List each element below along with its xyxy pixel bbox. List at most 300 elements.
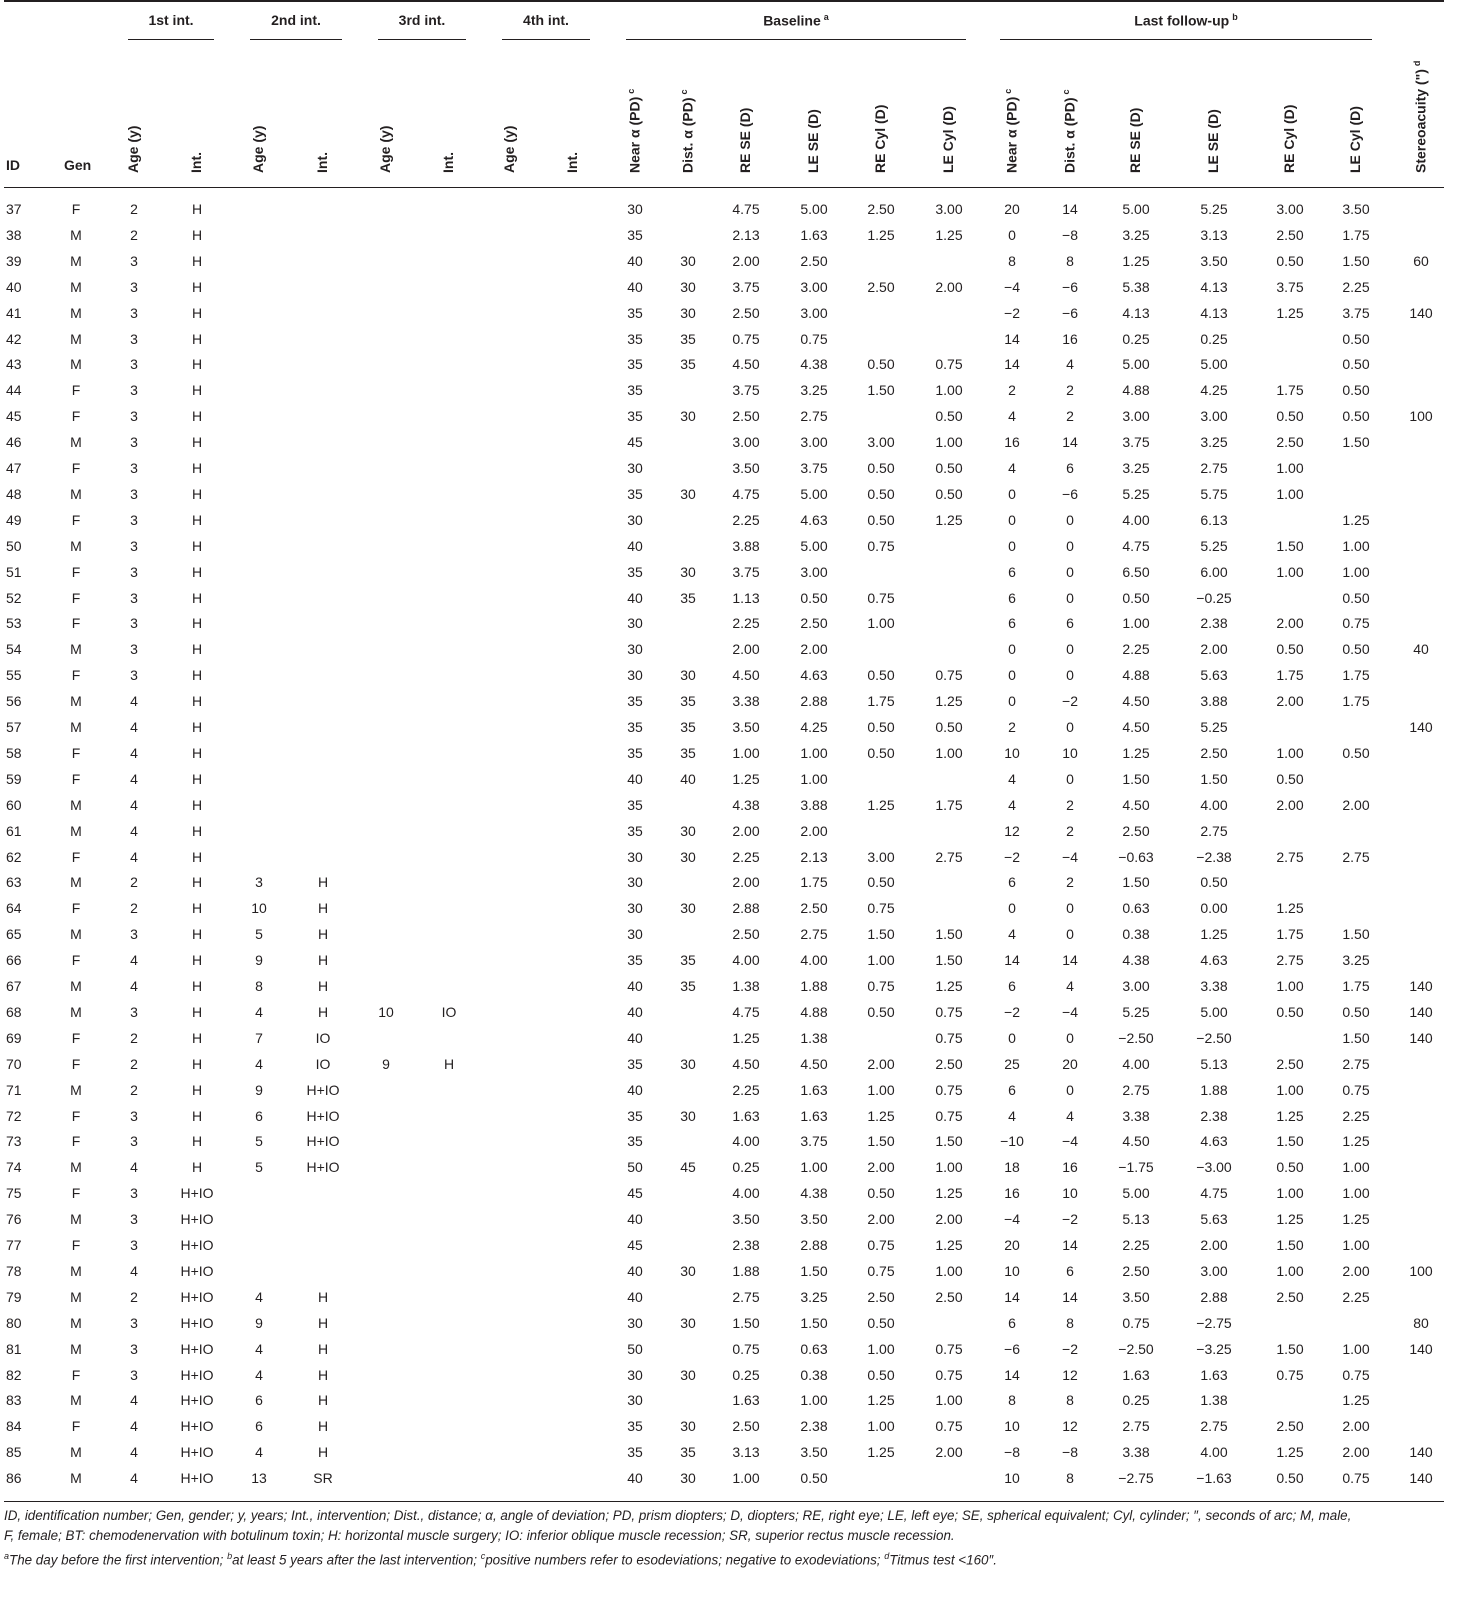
table-cell: 58 [6, 744, 22, 761]
table-cell: 2.50 [1276, 1288, 1304, 1305]
table-cell: 35 [680, 952, 696, 969]
table-cell: 2.50 [1276, 226, 1304, 243]
table-cell: 30 [680, 304, 696, 321]
table-cell: 8 [255, 978, 263, 994]
table-cell: 1.25 [1122, 744, 1150, 761]
table-cell: 1.25 [935, 511, 963, 528]
table-cell: 43 [6, 356, 22, 373]
table-cell: 2 [1066, 796, 1074, 813]
table-cell: 3.75 [1122, 434, 1150, 451]
table-cell: H [191, 460, 203, 476]
table-cell: 40 [627, 1029, 643, 1046]
column-header [314, 152, 330, 173]
table-cell: 2.00 [1276, 796, 1304, 813]
table-cell: 0.50 [935, 485, 963, 502]
table-cell: −6 [1062, 485, 1078, 502]
table-cell: 2.75 [935, 848, 963, 865]
table-cell: M [70, 1159, 82, 1176]
table-cell: 0 [1066, 667, 1074, 684]
table-cell: 5.00 [1122, 201, 1150, 217]
table-cell: M [70, 226, 82, 243]
column-header [6, 157, 20, 173]
table-cell: 14 [1004, 356, 1020, 373]
table-cell: 1.25 [1342, 1211, 1370, 1228]
table-cell: 74 [6, 1159, 22, 1176]
table-cell: H+IO [180, 1340, 214, 1357]
table-cell: 4.75 [1122, 537, 1150, 554]
table-cell: 1.00 [800, 1392, 828, 1409]
table-cell: −4 [1062, 1003, 1078, 1020]
table-cell: F [71, 667, 81, 684]
table-cell: 35 [627, 382, 643, 399]
table-cell: 0.50 [867, 1003, 895, 1020]
table-cell: −8 [1062, 226, 1078, 243]
column-header-label: ID [6, 157, 20, 173]
table-cell: M [70, 278, 82, 295]
table-cell: 40 [627, 278, 643, 295]
table-cell: 3.25 [1122, 226, 1150, 243]
table-cell: 6 [1008, 589, 1016, 606]
table-cell: 38 [6, 226, 22, 243]
table-cell: 4 [130, 1444, 138, 1461]
table-cell: 3.50 [1200, 252, 1228, 269]
table-cell: 14 [1062, 434, 1078, 451]
table-cell: H [443, 1055, 455, 1072]
column-header-label: Age (y) [250, 125, 266, 173]
table-cell: 2.00 [1276, 693, 1304, 710]
table-cell: 2 [1066, 874, 1074, 891]
table-cell: 4 [130, 744, 138, 761]
table-cell: 0 [1008, 667, 1016, 684]
table-cell: 10 [378, 1003, 394, 1020]
table-cell: 1.63 [732, 1107, 760, 1124]
table-cell: 40 [627, 1003, 643, 1020]
table-cell: 2.00 [732, 822, 760, 839]
table-cell: −4 [1004, 1211, 1020, 1228]
table-cell: 4.50 [800, 1055, 828, 1072]
table-cell: 4 [255, 1055, 263, 1072]
table-cell: 1.75 [1342, 226, 1370, 243]
table-cell: 4.63 [1200, 952, 1228, 969]
table-cell: 1.00 [1276, 1262, 1304, 1279]
table-cell: 3 [130, 589, 138, 606]
table-cell: H [191, 770, 203, 787]
table-cell: 30 [627, 1314, 643, 1331]
table-cell: 3.25 [1342, 952, 1370, 969]
table-cell: 54 [6, 641, 22, 658]
table-cell: 3 [130, 1133, 138, 1150]
table-cell: 35 [627, 408, 643, 425]
table-cell: 30 [680, 1470, 696, 1487]
table-cell: 2.00 [1342, 1418, 1370, 1435]
column-header-label: Dist. α (PD) [1061, 97, 1078, 173]
group-underline [1000, 39, 1372, 40]
table-cell: 3.25 [800, 382, 828, 399]
table-cell: 81 [6, 1340, 22, 1357]
footnote-mark: d [884, 1551, 890, 1561]
table-cell: 0.75 [1122, 1314, 1150, 1331]
table-cell: 1.50 [1200, 770, 1228, 787]
table-cell: 100 [1409, 1262, 1433, 1279]
table-cell: 2.75 [1122, 1081, 1150, 1098]
table-cell: 16 [1004, 1185, 1020, 1202]
table-cell: −2.75 [1196, 1314, 1232, 1331]
table-cell: 2.50 [867, 201, 895, 217]
table-cell: 65 [6, 926, 22, 943]
table-cell: 2.75 [800, 926, 828, 943]
table-cell: 0.50 [1342, 356, 1370, 373]
table-cell: 2 [1008, 382, 1016, 399]
table-cell: IO [315, 1055, 331, 1072]
table-cell: 4.25 [800, 719, 828, 735]
table-cell: −4 [1062, 1133, 1078, 1150]
table-cell: 60 [1413, 252, 1429, 269]
table-cell: 0.75 [800, 330, 828, 347]
table-cell: 6 [1066, 615, 1074, 632]
table-cell: 40 [1413, 641, 1429, 658]
table-cell: 0.50 [935, 460, 963, 476]
table-cell: 2 [130, 1029, 138, 1046]
table-cell: 2.00 [935, 1211, 963, 1228]
table-cell: 66 [6, 952, 22, 969]
table-cell: 100 [1409, 408, 1433, 425]
table-cell: H [191, 900, 203, 917]
table-cell: 18 [1004, 1159, 1020, 1176]
table-cell: H [191, 434, 203, 451]
table-cell: 1.50 [1122, 874, 1150, 891]
table-cell: 3.00 [1200, 408, 1228, 425]
table-cell: 2.75 [1200, 460, 1228, 476]
table-cell: 5.00 [1200, 1003, 1228, 1020]
table-cell: H [191, 822, 203, 839]
table-cell: H+IO [306, 1133, 340, 1150]
table-cell: 3 [130, 1211, 138, 1228]
table-cell: 140 [1409, 1340, 1433, 1357]
table-cell: 30 [627, 615, 643, 632]
table-cell: 0.63 [800, 1340, 828, 1357]
table-cell: 1.75 [1276, 667, 1304, 684]
table-cell: 53 [6, 615, 22, 632]
table-cell: 1.50 [935, 926, 963, 943]
column-header [872, 105, 888, 173]
table-cell: H+IO [306, 1107, 340, 1124]
table-cell: 4 [255, 1444, 263, 1461]
table-cell: 35 [627, 952, 643, 969]
table-cell: 46 [6, 434, 22, 451]
table-cell: 4.50 [732, 667, 760, 684]
table-cell: 1.25 [1342, 1133, 1370, 1150]
table-cell: 3 [130, 1185, 138, 1202]
table-cell: 35 [627, 485, 643, 502]
table-cell: 4.00 [732, 1133, 760, 1150]
table-cell: 4 [1008, 1107, 1016, 1124]
table-cell: 2.00 [1200, 1237, 1228, 1253]
table-cell: 1.00 [732, 1470, 760, 1487]
column-header [737, 108, 753, 173]
table-cell: 42 [6, 330, 22, 347]
table-cell: 0.75 [732, 330, 760, 347]
table-cell: 4 [130, 1392, 138, 1409]
table-cell: 1.00 [800, 770, 828, 787]
header-rule [4, 187, 1444, 188]
table-cell: 83 [6, 1392, 22, 1409]
table-cell: 3 [130, 641, 138, 658]
table-cell: 14 [1062, 952, 1078, 969]
table-cell: 35 [627, 563, 643, 580]
table-cell: 4 [130, 978, 138, 994]
table-cell: H [191, 1055, 203, 1072]
table-cell: 35 [627, 1418, 643, 1435]
table-cell: H [191, 744, 203, 761]
table-cell: 1.00 [1122, 615, 1150, 632]
table-cell: 6.00 [1200, 563, 1228, 580]
table-cell: H [191, 382, 203, 399]
table-cell: H [191, 408, 203, 425]
table-cell: 1.00 [1276, 744, 1304, 761]
table-cell: F [71, 201, 81, 217]
table-cell: H [191, 693, 203, 710]
table-cell: 3.50 [800, 1444, 828, 1461]
table-cell: 1.75 [1342, 667, 1370, 684]
table-cell: 0 [1008, 537, 1016, 554]
table-cell: 4 [255, 1003, 263, 1020]
table-cell: 3 [130, 537, 138, 554]
table-cell: 3 [130, 330, 138, 347]
table-cell: 1.00 [1276, 460, 1304, 476]
table-cell: 4 [255, 1366, 263, 1383]
column-header-footnote-mark: d [1412, 60, 1422, 67]
table-cell: 140 [1409, 1470, 1433, 1487]
table-cell: 4 [130, 822, 138, 839]
table-cell: 5.00 [1200, 356, 1228, 373]
table-cell: 45 [6, 408, 22, 425]
table-cell: H [191, 485, 203, 502]
table-cell: 0.50 [867, 874, 895, 891]
table-cell: 0.50 [1276, 1159, 1304, 1176]
table-cell: H [191, 1133, 203, 1150]
table-cell: 8 [1008, 1392, 1016, 1409]
table-cell: 2.13 [732, 226, 760, 243]
table-cell: 1.00 [800, 1159, 828, 1176]
table-cell: 4.75 [732, 1003, 760, 1020]
group-header-label: 2nd int. [271, 12, 321, 28]
table-cell: 4.50 [1122, 693, 1150, 710]
table-cell: 1.00 [1342, 537, 1370, 554]
table-cell: 1.25 [935, 1185, 963, 1202]
table-cell: F [71, 1366, 81, 1383]
table-cell: M [70, 978, 82, 994]
table-cell: 3 [130, 382, 138, 399]
table-cell: 5.00 [1122, 356, 1150, 373]
table-cell: 1.00 [1342, 1185, 1370, 1202]
group-underline [128, 39, 214, 40]
table-cell: 2.00 [1342, 796, 1370, 813]
table-cell: −6 [1062, 304, 1078, 321]
column-header-label: Int. [440, 152, 456, 173]
table-cell: H [317, 900, 329, 917]
table-cell: 30 [680, 252, 696, 269]
table-cell: M [70, 1262, 82, 1279]
table-cell: H [317, 1392, 329, 1409]
table-cell: 3.00 [800, 278, 828, 295]
table-cell: H [191, 615, 203, 632]
table-cell: 30 [627, 201, 643, 217]
table-cell: F [71, 408, 81, 425]
table-cell: 6.50 [1122, 563, 1150, 580]
table-cell: 1.50 [800, 1262, 828, 1279]
table-cell: 3.75 [732, 382, 760, 399]
table-cell: 4.88 [800, 1003, 828, 1020]
table-cell: −4 [1004, 278, 1020, 295]
table-cell: 35 [627, 226, 643, 243]
table-cell: M [70, 434, 82, 451]
table-cell: 20 [1062, 1055, 1078, 1072]
column-header [501, 126, 517, 173]
table-cell: 0.75 [935, 667, 963, 684]
table-cell: 10 [1062, 1185, 1078, 1202]
table-cell: 2.38 [800, 1418, 828, 1435]
table-cell: 2.50 [800, 252, 828, 269]
table-cell: 2.75 [1276, 848, 1304, 865]
group-underline [502, 39, 590, 40]
table-cell: H [191, 1029, 203, 1046]
table-cell: H [191, 641, 203, 658]
table-cell: 1.63 [800, 1081, 828, 1098]
table-cell: 3.88 [800, 796, 828, 813]
table-cell: H [191, 1159, 203, 1176]
table-cell: H [191, 1107, 203, 1124]
table-cell: 0.75 [1342, 1366, 1370, 1383]
table-cell: 30 [680, 485, 696, 502]
table-cell: 78 [6, 1262, 22, 1279]
table-cell: M [70, 252, 82, 269]
table-cell: 30 [627, 900, 643, 917]
column-header-label: LE Cyl (D) [1347, 106, 1363, 173]
table-cell: 35 [680, 978, 696, 994]
table-cell: 2.50 [1276, 1418, 1304, 1435]
column-header-label: RE SE (D) [1127, 107, 1143, 173]
table-cell: 2.25 [732, 848, 760, 865]
table-cell: 6 [1008, 563, 1016, 580]
table-cell: 1.25 [1276, 900, 1304, 917]
table-cell: 0 [1066, 770, 1074, 787]
table-cell: 2 [130, 900, 138, 917]
table-cell: 4.38 [800, 1185, 828, 1202]
table-cell: 0.25 [1200, 330, 1228, 347]
table-cell: 60 [6, 796, 22, 813]
table-cell: 0.50 [1342, 1003, 1370, 1020]
table-cell: 3 [130, 563, 138, 580]
table-cell: 5.25 [1200, 201, 1228, 217]
table-cell: 0.75 [935, 1081, 963, 1098]
table-cell: 1.25 [1276, 304, 1304, 321]
column-header-footnote-mark: c [1003, 88, 1013, 94]
table-cell: 2.25 [1122, 641, 1150, 658]
table-cell: 40 [627, 537, 643, 554]
table-cell: 2.00 [1342, 1444, 1370, 1461]
table-cell: 45 [627, 434, 643, 451]
table-cell: 73 [6, 1133, 22, 1150]
table-cell: 16 [1062, 1159, 1078, 1176]
table-cell: 140 [1409, 978, 1433, 994]
table-cell: 0 [1066, 1081, 1074, 1098]
table-cell: 0.50 [867, 460, 895, 476]
table-cell: 44 [6, 382, 22, 399]
table-cell: 2.00 [935, 278, 963, 295]
column-header-label: RE Cyl (D) [1281, 104, 1297, 173]
table-cell: 3.75 [1276, 278, 1304, 295]
table-cell: 5 [255, 926, 263, 943]
table-cell: 0.50 [1276, 408, 1304, 425]
table-cell: 3.75 [800, 1133, 828, 1150]
table-cell: 1.25 [1276, 1211, 1304, 1228]
table-cell: 3.88 [732, 537, 760, 554]
table-cell: 0.50 [1342, 641, 1370, 658]
table-cell: 2.00 [800, 822, 828, 839]
table-cell: 3 [130, 304, 138, 321]
table-cell: 1.25 [935, 693, 963, 710]
table-cell: 0.75 [867, 978, 895, 994]
table-cell: 37 [6, 201, 22, 217]
table-cell: 4.13 [1122, 304, 1150, 321]
table-cell: H [317, 874, 329, 891]
table-cell: 3.00 [1200, 1262, 1228, 1279]
group-header-label: Baseline [763, 12, 821, 29]
table-cell: 12 [1062, 1418, 1078, 1435]
table-cell: 35 [627, 1107, 643, 1124]
table-cell: H [317, 1003, 329, 1020]
table-cell: H [191, 563, 203, 580]
group-header [626, 12, 966, 29]
table-cell: H+IO [180, 1470, 214, 1487]
table-cell: 2 [130, 1081, 138, 1098]
table-cell: 5.25 [1200, 537, 1228, 554]
table-cell: H [191, 252, 203, 269]
table-cell: 0.75 [867, 1262, 895, 1279]
table-cell: 0.25 [1122, 330, 1150, 347]
table-cell: 2 [1066, 408, 1074, 425]
table-cell: 0.75 [1342, 1470, 1370, 1487]
table-cell: 0 [1008, 511, 1016, 528]
table-cell: 1.50 [1342, 926, 1370, 943]
table-cell: 2.75 [1200, 1418, 1228, 1435]
table-cell: 0.50 [935, 408, 963, 425]
table-cell: 3.00 [1122, 408, 1150, 425]
table-cell: H [191, 304, 203, 321]
table-cell: M [70, 693, 82, 710]
table-cell: 1.50 [867, 926, 895, 943]
table-cell: 1.50 [935, 952, 963, 969]
table-cell: 0.75 [935, 1340, 963, 1357]
footnote-text: at least 5 years after the last intervention; [232, 1552, 481, 1568]
table-cell: 1.88 [1200, 1081, 1228, 1098]
table-cell: 2.50 [1200, 744, 1228, 761]
table-cell: F [71, 770, 81, 787]
table-cell: 30 [627, 641, 643, 658]
table-cell: 0.75 [935, 1366, 963, 1383]
footnote-mark: c [480, 1551, 486, 1561]
table-cell: 3 [255, 874, 263, 891]
table-cell: F [71, 1185, 81, 1202]
table-cell: 3.75 [800, 460, 828, 476]
table-cell: −8 [1062, 1444, 1078, 1461]
table-cell: 3.00 [800, 434, 828, 451]
table-cell: 7 [255, 1029, 263, 1046]
table-cell: H [317, 1444, 329, 1461]
table-cell: 6.13 [1200, 511, 1228, 528]
table-cell: 6 [1008, 978, 1016, 994]
table-cell: 4.50 [1122, 719, 1150, 735]
